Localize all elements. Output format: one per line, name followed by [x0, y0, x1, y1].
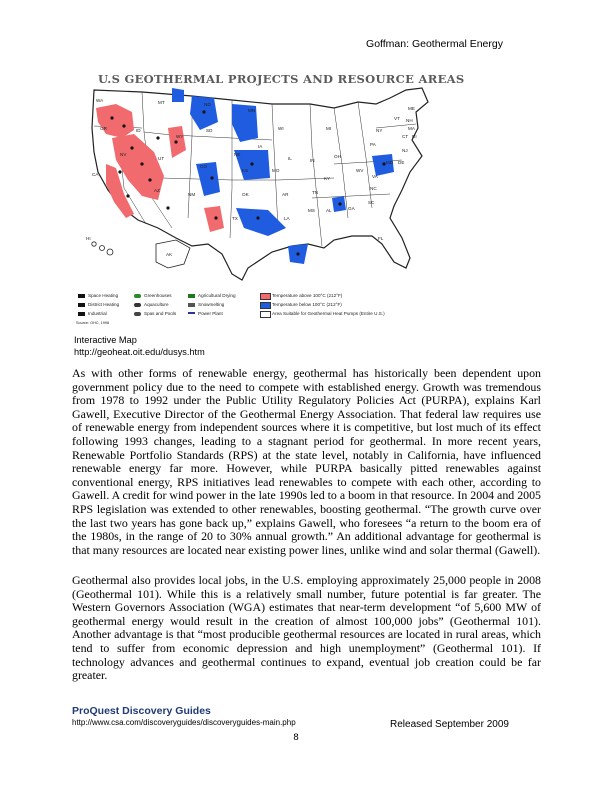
legend-space-heating-icon [78, 294, 85, 298]
caption-link[interactable]: http://geoheat.oit.edu/dusys.htm [74, 346, 205, 357]
state-label: PA [370, 142, 376, 147]
state-label: MA [408, 126, 415, 131]
state-label: MD [386, 160, 394, 165]
state-label: VT [394, 116, 400, 121]
state-label: MO [272, 168, 280, 173]
state-label: FL [378, 236, 384, 241]
state-label: MN [248, 108, 256, 113]
state-label: CO [200, 164, 207, 169]
state-label: AL [326, 208, 332, 213]
legend-aquaculture-icon [134, 303, 141, 307]
state-label: AZ [154, 188, 160, 193]
hawaii-outline [92, 242, 113, 255]
legend-power-plant-icon [188, 312, 195, 314]
state-label: OR [100, 126, 107, 131]
legend-district-heating-icon [78, 303, 85, 307]
state-label: TN [312, 190, 319, 195]
state-label: ND [204, 102, 211, 107]
state-label: HI [86, 236, 91, 241]
state-label: KS [242, 168, 249, 173]
state-label: NJ [402, 148, 408, 153]
state-label: WI [278, 126, 284, 131]
legend-spa-icon [134, 312, 141, 316]
state-label: NC [370, 186, 377, 191]
state-label: SD [206, 128, 213, 133]
state-label: CA [92, 172, 99, 177]
state-label: OK [242, 192, 249, 197]
alaska-outline [156, 240, 190, 268]
legend-low-temp-swatch [260, 302, 271, 309]
state-label: UT [158, 156, 165, 161]
map-legend [72, 290, 542, 340]
state-label: NV [120, 152, 127, 157]
legend-resources-1: Temperature below 100°C (212°F) [272, 302, 342, 307]
body-paragraph-1: As with other forms of renewable energy, geothermal has historically been dependent upon government policy due to the need to compete with established energy. Growth was tremendous from 1978 to 1992 under the Public Utility Regulatory Policies Act (PURPA), explains Karl Gawell, Executive Director of the Geothermal Energy Association. That federal law requires use of renewable energy from independent sources where it is competitive, but lost much of its effect following 1993 changes, leading to a stagnant period for geothermal. In more recent years, Renewable Portfolio Standards (RPS) at the state level, notably in California, have influenced renewable energy far more. However, while PURPA basically pitted renewables against conventional energy, RPS initiatives lead renewables to compete with each other, according to Gawell. A credit for wind power in the late 1990s led to a boom in that resource. In 2004 and 2005 RPS legislation was extended to other renewables, boosting geothermal. “The growth curve over the last two years has gone back up,” explains Gawell, who foresees “a return to the boom era of the 1980s, in the range of 20 to 30% annual growth.” An additional advantage for geothermal is that many resources are located near existing power lines, unlike wind and solar thermal (Gawell). [72, 366, 541, 557]
state-label: VA [372, 174, 378, 179]
state-label: DE [398, 160, 405, 165]
legend-uses-1: Greenhouses [144, 293, 172, 298]
legend-high-temp-swatch [260, 293, 271, 300]
state-label: OH [334, 154, 341, 159]
footer-url-link[interactable]: http://www.csa.com/discoveryguides/discoveryguides-main.php [72, 718, 296, 727]
state-label: MI [326, 126, 332, 131]
state-label: SC [368, 200, 375, 205]
legend-source-note: Source: GHC, 1998 [76, 321, 110, 325]
state-label: IL [288, 156, 292, 161]
state-label: IA [258, 144, 263, 149]
legend-resources-0: Temperature above 100°C (212°F) [272, 293, 343, 298]
legend-drying-icon [188, 294, 195, 298]
state-label: WY [176, 134, 184, 139]
state-label: KY [324, 176, 331, 181]
release-date: Released September 2009 [390, 719, 509, 730]
state-label: NY [376, 128, 383, 133]
legend-uses-7: Spas and Pools [144, 311, 177, 316]
state-label: TX [232, 216, 238, 221]
footer-publication: ProQuest Discovery Guides [72, 705, 211, 717]
us-map [72, 68, 542, 290]
caption-title: Interactive Map [74, 335, 137, 345]
state-label: NH [406, 118, 413, 123]
geothermal-map-figure [72, 68, 542, 340]
legend-heat-pump-swatch [260, 311, 271, 318]
legend-uses-5: Snowmelting [198, 302, 225, 307]
state-label: MT [158, 100, 165, 105]
state-label: NM [188, 192, 196, 197]
legend-resources-2: Area Suitable for Geothermal Heat Pumps (Entire U.S.) [272, 311, 385, 316]
page-number: 8 [293, 732, 299, 743]
running-header: Goffman: Geothermal Energy [366, 38, 503, 50]
figure-caption [74, 335, 205, 358]
legend-uses-4: Aquaculture [144, 302, 169, 307]
map-title: U.S GEOTHERMAL PROJECTS AND RESOURCE AREAS [98, 72, 465, 86]
state-label: MS [308, 208, 315, 213]
legend-snowmelting-icon [188, 303, 195, 307]
state-label: WV [356, 168, 364, 173]
legend-uses-6: Industrial [88, 311, 107, 316]
body-paragraph-2: Geothermal also provides local jobs, in the U.S. employing approximately 25,000 people in 2008 (Geothermal 101). While this is a relatively small number, future potential is far greater. The Western Governors Association (WGA) estimates that near-term development “of 5,600 MW of geothermal energy would result in the creation of almost 100,000 jobs” (Geothermal 101). Another advantage is that “most producible geothermal resources are located in rural areas, which tend to suffer from economic depression and high unemployment” (Geothermal 101). If technology advances and geothermal continues to expand, eventual job creation could be far greater. [72, 573, 541, 683]
legend-uses-2: Agricultural Drying [198, 293, 236, 298]
state-label: IN [310, 158, 315, 163]
state-label: WA [96, 98, 104, 103]
state-label: AK [166, 252, 173, 257]
state-label: AR [282, 192, 289, 197]
state-label: NE [234, 152, 241, 157]
state-label: CT [402, 134, 409, 139]
legend-uses-3: District Heating [88, 302, 120, 307]
legend-uses-0: Space Heating [88, 293, 119, 298]
state-label: GA [348, 206, 355, 211]
state-label: ID [136, 128, 141, 133]
legend-industrial-icon [78, 312, 85, 316]
state-label: RI [412, 134, 417, 139]
legend-greenhouse-icon [134, 294, 141, 298]
legend-uses-8: Power Plant [198, 311, 223, 316]
state-label: LA [284, 216, 290, 221]
state-label: ME [408, 106, 415, 111]
